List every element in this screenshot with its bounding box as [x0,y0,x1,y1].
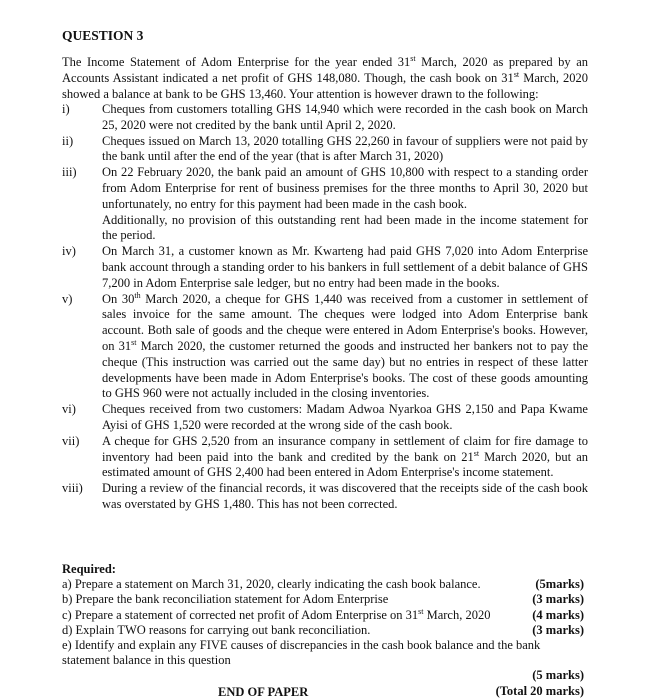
requirement-a: a) Prepare a statement on March 31, 2020, clearly indicating the cash book balance. (5marks) [62,577,584,592]
list-item [62,292,588,403]
item-number: vii) [62,433,80,448]
item-number: iii) [62,165,77,180]
list-item [62,244,588,291]
item-number: ii) [62,133,74,148]
item-number: v) [62,291,73,306]
list-item [62,402,588,434]
list-item [62,102,588,134]
marks-label: (5marks) [535,577,584,592]
item-number: iv) [62,244,76,259]
marks-label: (3 marks) [532,592,584,607]
item-text: A cheque for GHS 2,520 from an insurance company in settlement of claim for fire damage to inventory had been paid into the bank and credited by the bank on 21st March 2020, but an estimated amount of GHS 2,400 had been entered in Adom Enterprise's income statement. [102,433,588,480]
item-text: During a review of the financial records, it was discovered that the receipts side of the cash book was overstated by GHS 1,480. This has not been corrected. [102,481,588,511]
item-text: Cheques received from two customers: Madam Adwoa Nyarkoa GHS 2,150 and Papa Kwame Ayisi of GHS 1,520 were recorded at the wrong side of the cash book. [102,402,588,432]
list-item [62,481,588,513]
requirement-d: d) Explain TWO reasons for carrying out bank reconciliation. (3 marks) [62,622,584,637]
total-marks: (Total 20 marks) [495,683,584,698]
item-number: i) [62,102,70,116]
item-number: vi) [62,402,76,417]
end-of-paper: END OF PAPER [218,685,309,699]
item-number: viii) [62,481,83,496]
required-heading: Required: [62,562,116,576]
required-section [62,562,584,699]
list-item [62,165,588,244]
requirement-b: b) Prepare the bank reconciliation statement for Adom Enterprise (3 marks) [62,592,584,607]
question-title: QUESTION 3 [62,28,144,43]
item-text: Cheques issued on March 13, 2020 totalling GHS 22,260 in favour of suppliers were not paid by the bank until after the end of the year (that is after March 31, 2020) [102,133,588,164]
item-text: Cheques from customers totalling GHS 14,940 which were recorded in the cash book on March 25, 2020 were not credited by the bank until April 2, 2020. [102,102,588,132]
item-list [62,102,588,513]
requirement-c: c) Prepare a statement of corrected net profit of Adom Enterprise on 31st March, 2020 (4 marks) [62,606,584,622]
marks-label: (3 marks) [532,622,584,637]
item-text-additional: Additionally, no provision of this outstanding rent had been made in the income statement for the period. [102,212,588,243]
marks-label: (4 marks) [532,607,584,622]
list-item [62,434,588,481]
item-text: On 30th March 2020, a cheque for GHS 1,440 was received from a customer in settlement of sales invoice for the same amount. The cheques were lodged into Adom Enterprise bank account. Both sale of goods and the cheque were entered in Adom Enterprise's books. However, on 31st March 2020, the customer returned the goods and instructed her bankers not to pay the cheque (This instruction was carried out the same day) but no entries in respect of these latter developments have been made in Adom Enterprise's books. The cost of these goods amounting to GHS 960 were not actually included in the closing inventories. [102,290,589,401]
requirement-e: e) Identify and explain any FIVE causes of discrepancies in the cash book balance and the bank statement balance in this question (5 marks) [62,638,584,683]
intro-paragraph: The Income Statement of Adom Enterprise for the year ended 31st March, 2020 as prepared by an Accounts Assistant indicated a net profit of GHS 148,080. Though, the cash book on 31st March, 2020 showed a balance at bank to be GHS 13,460. Your attention is however drawn to the following: [62,53,588,101]
list-item [62,134,588,166]
item-text: On 22 February 2020, the bank paid an amount of GHS 10,800 with respect to a standing order from Adom Enterprise for rent of business premises for the three months to April 30, 2020 but unfortunately, no entry for this payment had been made in the cash book. Additionally, no provision of this outstanding rent had been made in the income statement for the period. [102,165,588,243]
marks-label: (5 marks) [532,668,584,683]
item-text: On March 31, a customer known as Mr. Kwarteng had paid GHS 7,020 into Adom Enterprise bank account through a standing order to his bankers in full settlement of a debit balance of GHS 7,200 in Adom Enterprise sale ledger, but no entry had been made in the books. [102,244,588,290]
